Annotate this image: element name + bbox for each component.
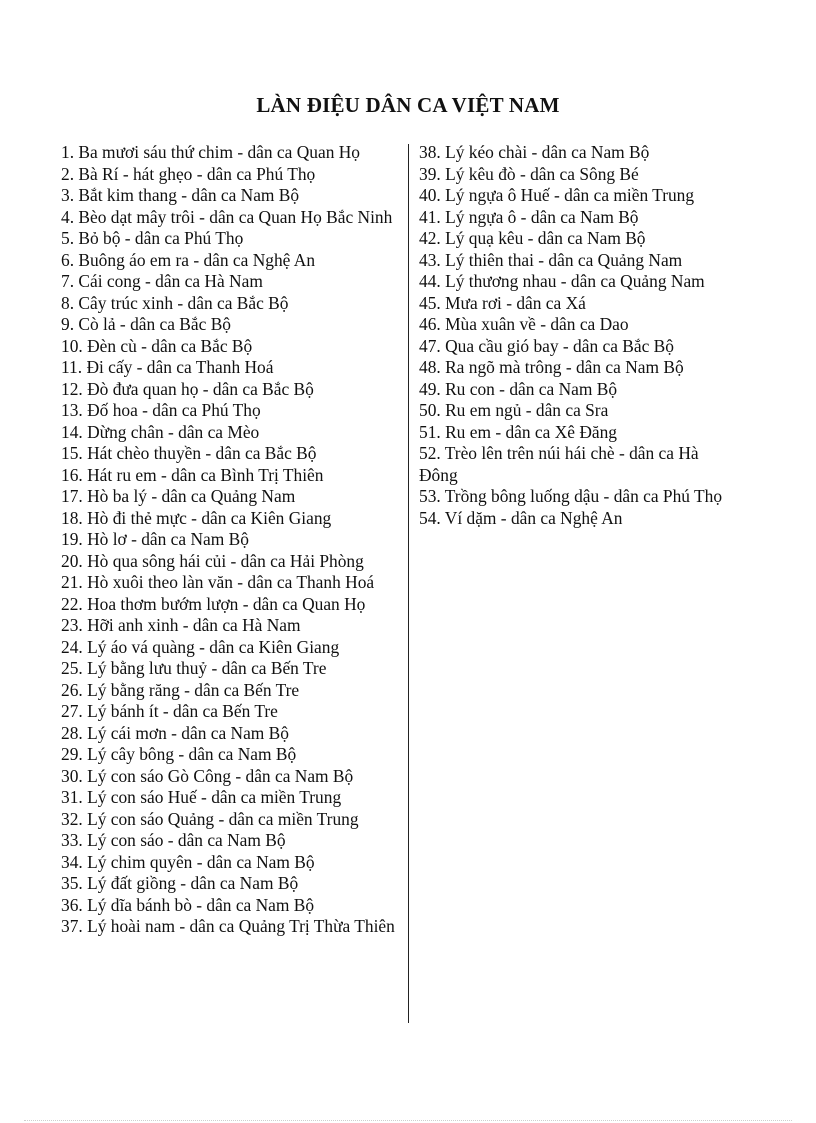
- song-list-item: 37. Lý hoài nam - dân ca Quảng Trị Thừa Thiên: [61, 916, 395, 936]
- song-list-item: 12. Đò đưa quan họ - dân ca Bắc Bộ: [61, 378, 314, 399]
- song-list-item: 31. Lý con sáo Huế - dân ca miền Trung: [61, 787, 342, 807]
- song-list-item: 14. Dừng chân - dân ca Mèo: [61, 421, 260, 442]
- song-list-item: 17. Hò ba lý - dân ca Quảng Nam: [61, 486, 296, 506]
- song-list-item: 26. Lý bằng răng - dân ca Bến Tre: [61, 679, 300, 700]
- song-list-right-column: [419, 142, 739, 529]
- song-list-item: 2. Bà Rí - hát ghẹo - dân ca Phú Thọ: [61, 163, 316, 184]
- song-list-item: 15. Hát chèo thuyền - dân ca Bắc Bộ: [61, 443, 317, 463]
- song-list-item: 11. Đi cấy - dân ca Thanh Hoá: [61, 357, 274, 377]
- song-list-item: 8. Cây trúc xinh - dân ca Bắc Bộ: [61, 292, 289, 313]
- column-divider: [408, 144, 409, 1023]
- song-list-item: 35. Lý đất giồng - dân ca Nam Bộ: [61, 873, 299, 893]
- song-list-item: 42. Lý quạ kêu - dân ca Nam Bộ: [419, 228, 646, 248]
- song-list-item: 48. Ra ngõ mà trông - dân ca Nam Bộ: [419, 357, 684, 377]
- song-list-item: 44. Lý thương nhau - dân ca Quảng Nam: [419, 271, 705, 291]
- song-list-item: 43. Lý thiên thai - dân ca Quảng Nam: [419, 249, 683, 270]
- page-bottom-rule: [24, 1120, 792, 1121]
- song-list-item: 54. Ví dặm - dân ca Nghệ An: [419, 507, 623, 528]
- song-list-item: 10. Đèn cù - dân ca Bắc Bộ: [61, 335, 253, 356]
- song-list-item: 34. Lý chim quyên - dân ca Nam Bộ: [61, 851, 315, 872]
- song-list-item: 39. Lý kêu đò - dân ca Sông Bé: [419, 163, 639, 184]
- song-list-item: 45. Mưa rơi - dân ca Xá: [419, 292, 586, 313]
- song-list-item: 18. Hò đi thẻ mực - dân ca Kiên Giang: [61, 507, 332, 528]
- song-list-item: 3. Bắt kim thang - dân ca Nam Bộ: [61, 185, 300, 205]
- song-list-item: 40. Lý ngựa ô Huế - dân ca miền Trung: [419, 185, 695, 205]
- song-list-item: 1. Ba mươi sáu thứ chim - dân ca Quan Họ: [61, 142, 360, 162]
- song-list-left-column: [61, 142, 403, 938]
- song-list-item: 16. Hát ru em - dân ca Bình Trị Thiên: [61, 464, 324, 485]
- song-list-item: 13. Đố hoa - dân ca Phú Thọ: [61, 400, 261, 420]
- song-list-item: 53. Trồng bông luống dậu - dân ca Phú Thọ: [419, 486, 723, 506]
- song-list-item: 36. Lý dĩa bánh bò - dân ca Nam Bộ: [61, 894, 315, 915]
- song-list-item: 51. Ru em - dân ca Xê Đăng: [419, 421, 617, 442]
- song-list-item: 21. Hò xuôi theo làn văn - dân ca Thanh Hoá: [61, 572, 375, 592]
- song-list-item: 46. Mùa xuân về - dân ca Dao: [419, 314, 629, 334]
- song-list-item: 50. Ru em ngủ - dân ca Sra: [419, 400, 609, 420]
- song-list-item: 29. Lý cây bông - dân ca Nam Bộ: [61, 744, 297, 764]
- song-list-item: 6. Buông áo em ra - dân ca Nghệ An: [61, 249, 316, 270]
- song-list-item: 25. Lý bằng lưu thuỷ - dân ca Bến Tre: [61, 658, 327, 678]
- song-list-item: 47. Qua cầu gió bay - dân ca Bắc Bộ: [419, 335, 674, 356]
- song-list-item: 4. Bèo dạt mây trôi - dân ca Quan Họ Bắc Ninh: [61, 206, 393, 227]
- song-list-item: 19. Hò lơ - dân ca Nam Bộ: [61, 529, 249, 549]
- song-list-item: 41. Lý ngựa ô - dân ca Nam Bộ: [419, 206, 639, 227]
- song-list-item: 5. Bỏ bộ - dân ca Phú Thọ: [61, 228, 244, 248]
- song-list-item: 24. Lý áo vá quàng - dân ca Kiên Giang: [61, 636, 340, 657]
- song-list-item: 22. Hoa thơm bướm lượn - dân ca Quan Họ: [61, 593, 366, 614]
- song-list-item: 20. Hò qua sông hái củi - dân ca Hải Phòng: [61, 550, 364, 571]
- song-list-item: 23. Hỡi anh xinh - dân ca Hà Nam: [61, 615, 301, 635]
- song-list-item: 28. Lý cái mơn - dân ca Nam Bộ: [61, 722, 289, 743]
- song-list-item: 52. Trèo lên trên núi hái chè - dân ca Hà Đông: [419, 443, 699, 485]
- song-list-item: 32. Lý con sáo Quảng - dân ca miền Trung: [61, 808, 359, 829]
- page-title: LÀN ĐIỆU DÂN CA VIỆT NAM: [256, 93, 560, 117]
- song-list-item: 7. Cái cong - dân ca Hà Nam: [61, 271, 263, 291]
- song-list-item: 49. Ru con - dân ca Nam Bộ: [419, 378, 618, 399]
- song-list-item: 33. Lý con sáo - dân ca Nam Bộ: [61, 830, 286, 850]
- song-list-item: 30. Lý con sáo Gò Công - dân ca Nam Bộ: [61, 765, 354, 786]
- song-list-item: 9. Cò lả - dân ca Bắc Bộ: [61, 314, 231, 334]
- song-list-item: 38. Lý kéo chài - dân ca Nam Bộ: [419, 142, 650, 162]
- song-list-item: 27. Lý bánh ít - dân ca Bến Tre: [61, 701, 278, 721]
